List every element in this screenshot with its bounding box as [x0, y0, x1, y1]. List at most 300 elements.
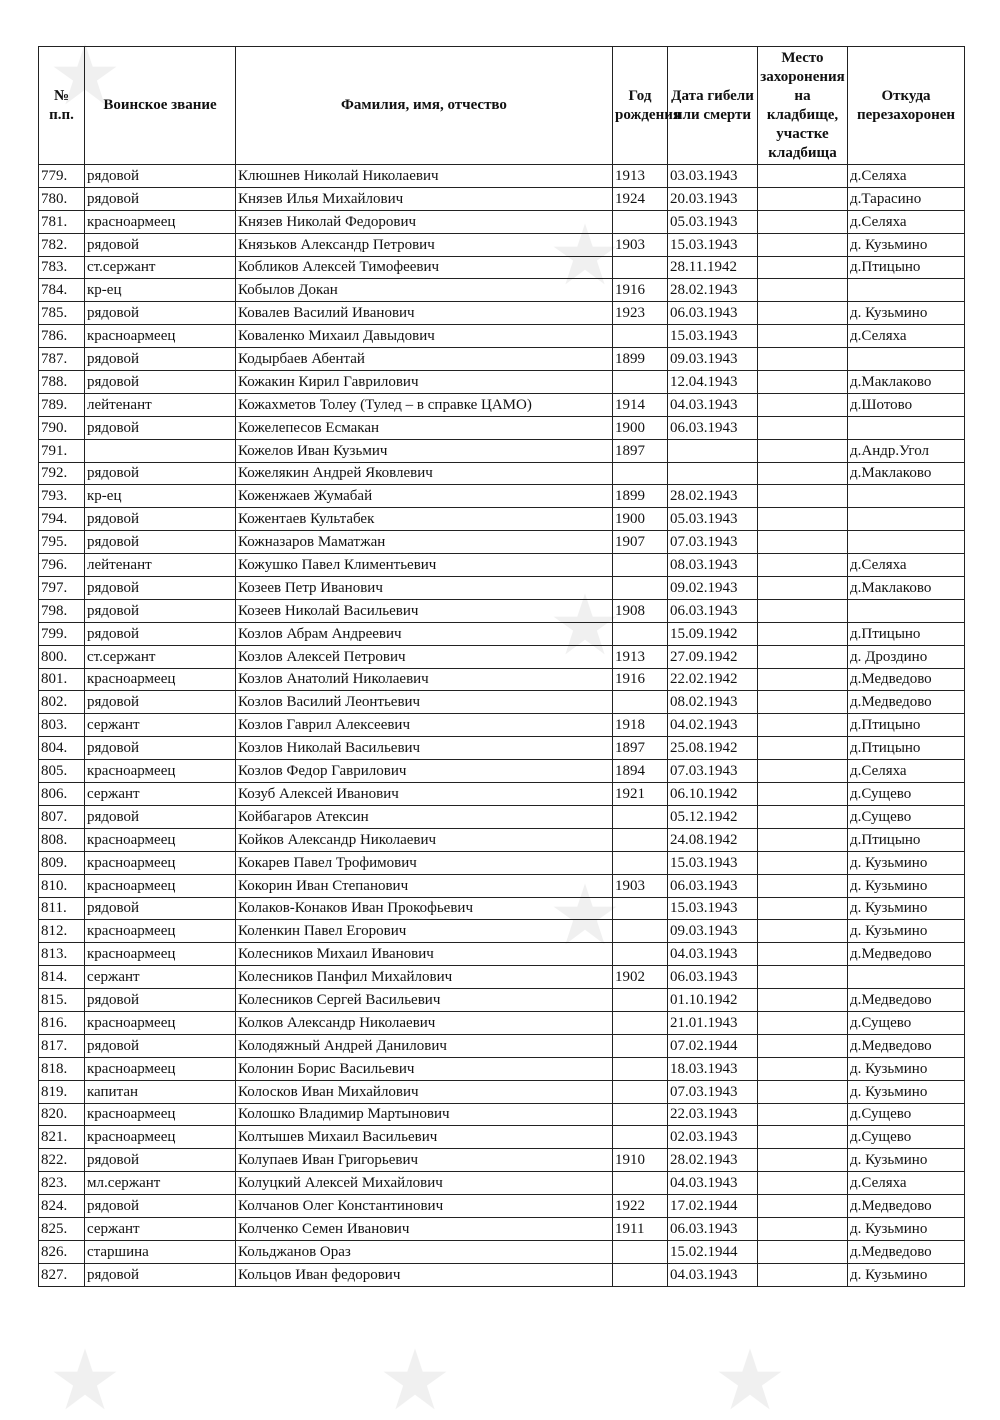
burial-place-cell	[758, 485, 848, 508]
burial-place-cell	[758, 577, 848, 600]
birth-year-cell: 1916	[613, 279, 668, 302]
death-date-cell: 04.03.1943	[668, 1263, 758, 1286]
rank-cell: красноармеец	[85, 828, 236, 851]
burial-place-cell	[758, 233, 848, 256]
row-number: 811.	[39, 897, 85, 920]
burial-place-cell	[758, 1080, 848, 1103]
death-date-cell: 28.02.1943	[668, 485, 758, 508]
table-row	[39, 508, 965, 531]
rank-cell: красноармеец	[85, 920, 236, 943]
origin-cell: д. Дроздино	[848, 645, 965, 668]
row-number: 806.	[39, 783, 85, 806]
rank-cell: рядовой	[85, 599, 236, 622]
death-date-cell: 04.02.1943	[668, 714, 758, 737]
row-number: 820.	[39, 1103, 85, 1126]
birth-year-cell: 1897	[613, 439, 668, 462]
birth-year-cell: 1902	[613, 966, 668, 989]
death-date-cell: 07.02.1944	[668, 1034, 758, 1057]
rank-cell: красноармеец	[85, 210, 236, 233]
birth-year-cell	[613, 577, 668, 600]
rank-cell: рядовой	[85, 989, 236, 1012]
rank-cell: рядовой	[85, 897, 236, 920]
origin-cell: д.Селяха	[848, 165, 965, 188]
table-body	[39, 165, 965, 1287]
birth-year-cell	[613, 691, 668, 714]
row-number: 822.	[39, 1149, 85, 1172]
birth-year-cell: 1918	[613, 714, 668, 737]
birth-year-cell	[613, 805, 668, 828]
table-row	[39, 256, 965, 279]
death-date-cell: 21.01.1943	[668, 1011, 758, 1034]
birth-year-cell: 1903	[613, 874, 668, 897]
birth-year-cell	[613, 622, 668, 645]
burial-place-cell	[758, 691, 848, 714]
table-row	[39, 805, 965, 828]
table-row	[39, 1217, 965, 1240]
row-number: 809.	[39, 851, 85, 874]
origin-cell: д. Кузьмино	[848, 1263, 965, 1286]
death-date-cell: 28.02.1943	[668, 279, 758, 302]
table-row	[39, 966, 965, 989]
row-number: 787.	[39, 348, 85, 371]
rank-cell: капитан	[85, 1080, 236, 1103]
table-row	[39, 1011, 965, 1034]
rank-cell: красноармеец	[85, 1103, 236, 1126]
table-row	[39, 416, 965, 439]
row-number: 781.	[39, 210, 85, 233]
origin-cell	[848, 348, 965, 371]
burial-place-cell	[758, 599, 848, 622]
rank-cell: красноармеец	[85, 874, 236, 897]
burial-place-cell	[758, 210, 848, 233]
birth-year-cell	[613, 462, 668, 485]
rank-cell: рядовой	[85, 1149, 236, 1172]
death-date-cell: 07.03.1943	[668, 531, 758, 554]
rank-cell: старшина	[85, 1240, 236, 1263]
death-date-cell: 06.03.1943	[668, 599, 758, 622]
burial-place-cell	[758, 897, 848, 920]
row-number: 796.	[39, 554, 85, 577]
burial-place-cell	[758, 920, 848, 943]
origin-cell: д. Кузьмино	[848, 1149, 965, 1172]
row-number: 782.	[39, 233, 85, 256]
origin-cell: д.Медведово	[848, 943, 965, 966]
table-row	[39, 645, 965, 668]
origin-cell: д.Сущево	[848, 1103, 965, 1126]
death-date-cell: 15.09.1942	[668, 622, 758, 645]
rank-cell: красноармеец	[85, 851, 236, 874]
row-number: 813.	[39, 943, 85, 966]
death-date-cell: 06.03.1943	[668, 416, 758, 439]
name-cell: Колесников Панфил Михайлович	[236, 966, 613, 989]
burial-place-cell	[758, 874, 848, 897]
name-cell: Кольцов Иван федорович	[236, 1263, 613, 1286]
star-watermark-icon	[710, 1345, 790, 1415]
rank-cell: рядовой	[85, 805, 236, 828]
table-row	[39, 737, 965, 760]
table-row	[39, 1103, 965, 1126]
name-cell: Кожушко Павел Климентьевич	[236, 554, 613, 577]
table-row	[39, 531, 965, 554]
rank-cell: ст.сержант	[85, 645, 236, 668]
death-date-cell: 15.03.1943	[668, 851, 758, 874]
name-cell: Кожахметов Толеу (Тулед – в справке ЦАМО)	[236, 393, 613, 416]
name-cell: Ковалев Василий Иванович	[236, 302, 613, 325]
origin-cell: д.Птицыно	[848, 714, 965, 737]
origin-cell: д.Медведово	[848, 691, 965, 714]
birth-year-cell: 1913	[613, 165, 668, 188]
row-number: 791.	[39, 439, 85, 462]
name-cell: Кобылов Докан	[236, 279, 613, 302]
table-row	[39, 783, 965, 806]
burial-place-cell	[758, 1126, 848, 1149]
name-cell: Колесников Михаил Иванович	[236, 943, 613, 966]
table-row	[39, 165, 965, 188]
table-row	[39, 1195, 965, 1218]
origin-cell: д.Птицыно	[848, 828, 965, 851]
burial-place-cell	[758, 302, 848, 325]
row-number: 803.	[39, 714, 85, 737]
name-cell: Колесников Сергей Васильевич	[236, 989, 613, 1012]
row-number: 823.	[39, 1172, 85, 1195]
name-cell: Койбагаров Атексин	[236, 805, 613, 828]
origin-cell: д. Кузьмино	[848, 851, 965, 874]
row-number: 779.	[39, 165, 85, 188]
birth-year-cell	[613, 897, 668, 920]
name-cell: Козлов Николай Васильевич	[236, 737, 613, 760]
origin-cell	[848, 279, 965, 302]
death-date-cell: 05.03.1943	[668, 210, 758, 233]
origin-cell: д.Птицыно	[848, 256, 965, 279]
burial-place-cell	[758, 1172, 848, 1195]
header-row	[39, 47, 965, 165]
table-row	[39, 233, 965, 256]
name-cell: Колченко Семен Иванович	[236, 1217, 613, 1240]
name-cell: Кожелов Иван Кузьмич	[236, 439, 613, 462]
birth-year-cell: 1899	[613, 348, 668, 371]
death-date-cell: 15.03.1943	[668, 897, 758, 920]
name-cell: Клюшнев Николай Николаевич	[236, 165, 613, 188]
rank-cell: красноармеец	[85, 668, 236, 691]
rank-cell: красноармеец	[85, 760, 236, 783]
origin-cell: д. Кузьмино	[848, 1217, 965, 1240]
row-number: 788.	[39, 371, 85, 394]
burial-place-cell	[758, 943, 848, 966]
table-row	[39, 279, 965, 302]
origin-cell	[848, 531, 965, 554]
name-cell: Колодяжный Андрей Данилович	[236, 1034, 613, 1057]
death-date-cell: 22.03.1943	[668, 1103, 758, 1126]
birth-year-cell: 1921	[613, 783, 668, 806]
row-number: 797.	[39, 577, 85, 600]
row-number: 790.	[39, 416, 85, 439]
burial-place-cell	[758, 828, 848, 851]
row-number: 815.	[39, 989, 85, 1012]
table-row	[39, 348, 965, 371]
burial-place-cell	[758, 1149, 848, 1172]
rank-cell: рядовой	[85, 233, 236, 256]
origin-cell: д.Селяха	[848, 554, 965, 577]
burial-place-cell	[758, 554, 848, 577]
death-date-cell: 24.08.1942	[668, 828, 758, 851]
birth-year-cell	[613, 1034, 668, 1057]
row-number: 784.	[39, 279, 85, 302]
row-number: 793.	[39, 485, 85, 508]
name-cell: Коваленко Михаил Давыдович	[236, 325, 613, 348]
rank-cell: рядовой	[85, 416, 236, 439]
burial-place-cell	[758, 416, 848, 439]
star-watermark-icon	[375, 1345, 455, 1415]
name-cell: Кокорин Иван Степанович	[236, 874, 613, 897]
rank-cell: кр-ец	[85, 485, 236, 508]
name-cell: Князьков Александр Петрович	[236, 233, 613, 256]
name-cell: Князев Илья Михайлович	[236, 187, 613, 210]
name-cell: Колошко Владимир Мартынович	[236, 1103, 613, 1126]
rank-cell: рядовой	[85, 691, 236, 714]
rank-cell: рядовой	[85, 165, 236, 188]
death-date-cell: 08.03.1943	[668, 554, 758, 577]
birth-year-cell: 1900	[613, 416, 668, 439]
name-cell: Койков Александр Николаевич	[236, 828, 613, 851]
burial-list-table	[38, 46, 965, 1287]
rank-cell: красноармеец	[85, 1057, 236, 1080]
rank-cell: рядовой	[85, 187, 236, 210]
row-number: 795.	[39, 531, 85, 554]
birth-year-cell: 1894	[613, 760, 668, 783]
rank-cell: красноармеец	[85, 1126, 236, 1149]
birth-year-cell: 1899	[613, 485, 668, 508]
row-number: 801.	[39, 668, 85, 691]
rank-cell: лейтенант	[85, 393, 236, 416]
birth-year-cell: 1916	[613, 668, 668, 691]
row-number: 821.	[39, 1126, 85, 1149]
header-birth-year: Год рождения	[613, 47, 668, 165]
table-row	[39, 622, 965, 645]
table-row	[39, 828, 965, 851]
origin-cell	[848, 416, 965, 439]
row-number: 810.	[39, 874, 85, 897]
origin-cell: д. Кузьмино	[848, 874, 965, 897]
origin-cell: д.Тарасино	[848, 187, 965, 210]
origin-cell: д.Селяха	[848, 760, 965, 783]
row-number: 817.	[39, 1034, 85, 1057]
burial-place-cell	[758, 851, 848, 874]
origin-cell: д.Сущево	[848, 805, 965, 828]
burial-place-cell	[758, 1057, 848, 1080]
death-date-cell: 04.03.1943	[668, 943, 758, 966]
burial-place-cell	[758, 805, 848, 828]
origin-cell	[848, 966, 965, 989]
origin-cell: д.Маклаково	[848, 577, 965, 600]
row-number: 798.	[39, 599, 85, 622]
burial-place-cell	[758, 1263, 848, 1286]
row-number: 826.	[39, 1240, 85, 1263]
birth-year-cell: 1910	[613, 1149, 668, 1172]
birth-year-cell	[613, 989, 668, 1012]
table-row	[39, 1263, 965, 1286]
row-number: 818.	[39, 1057, 85, 1080]
table-row	[39, 325, 965, 348]
row-number: 780.	[39, 187, 85, 210]
origin-cell: д.Селяха	[848, 1172, 965, 1195]
header-death-date: Дата гибели или смерти	[668, 47, 758, 165]
burial-place-cell	[758, 439, 848, 462]
burial-place-cell	[758, 714, 848, 737]
birth-year-cell: 1911	[613, 1217, 668, 1240]
burial-place-cell	[758, 256, 848, 279]
row-number: 812.	[39, 920, 85, 943]
header-rank: Воинское звание	[85, 47, 236, 165]
death-date-cell: 20.03.1943	[668, 187, 758, 210]
row-number: 819.	[39, 1080, 85, 1103]
name-cell: Козлов Василий Леонтьевич	[236, 691, 613, 714]
row-number: 816.	[39, 1011, 85, 1034]
rank-cell: кр-ец	[85, 279, 236, 302]
name-cell: Кожентаев Культабек	[236, 508, 613, 531]
name-cell: Кожназаров Маматжан	[236, 531, 613, 554]
table-row	[39, 714, 965, 737]
death-date-cell: 28.02.1943	[668, 1149, 758, 1172]
rank-cell: рядовой	[85, 462, 236, 485]
burial-place-cell	[758, 1195, 848, 1218]
name-cell: Кольджанов Ораз	[236, 1240, 613, 1263]
name-cell: Кожелепесов Есмакан	[236, 416, 613, 439]
birth-year-cell: 1908	[613, 599, 668, 622]
name-cell: Колупаев Иван Григорьевич	[236, 1149, 613, 1172]
table-row	[39, 577, 965, 600]
rank-cell: рядовой	[85, 371, 236, 394]
burial-place-cell	[758, 508, 848, 531]
death-date-cell: 07.03.1943	[668, 1080, 758, 1103]
death-date-cell: 06.03.1943	[668, 1217, 758, 1240]
death-date-cell: 08.02.1943	[668, 691, 758, 714]
row-number: 804.	[39, 737, 85, 760]
name-cell: Козеев Петр Иванович	[236, 577, 613, 600]
burial-place-cell	[758, 531, 848, 554]
origin-cell: д.Сущево	[848, 1011, 965, 1034]
death-date-cell: 07.03.1943	[668, 760, 758, 783]
table-row	[39, 943, 965, 966]
death-date-cell: 04.03.1943	[668, 1172, 758, 1195]
table-row	[39, 668, 965, 691]
row-number: 807.	[39, 805, 85, 828]
name-cell: Кожакин Кирил Гаврилович	[236, 371, 613, 394]
rank-cell: рядовой	[85, 348, 236, 371]
row-number: 825.	[39, 1217, 85, 1240]
death-date-cell: 17.02.1944	[668, 1195, 758, 1218]
header-num: № п.п.	[39, 47, 85, 165]
table-row	[39, 393, 965, 416]
birth-year-cell: 1922	[613, 1195, 668, 1218]
death-date-cell: 25.08.1942	[668, 737, 758, 760]
death-date-cell: 27.09.1942	[668, 645, 758, 668]
name-cell: Козеев Николай Васильевич	[236, 599, 613, 622]
death-date-cell: 22.02.1942	[668, 668, 758, 691]
row-number: 785.	[39, 302, 85, 325]
origin-cell: д.Шотово	[848, 393, 965, 416]
name-cell: Колтышев Михаил Васильевич	[236, 1126, 613, 1149]
table-row	[39, 599, 965, 622]
table-row	[39, 371, 965, 394]
birth-year-cell	[613, 554, 668, 577]
name-cell: Козлов Анатолий Николаевич	[236, 668, 613, 691]
table-header	[39, 47, 965, 165]
birth-year-cell: 1914	[613, 393, 668, 416]
rank-cell: рядовой	[85, 1195, 236, 1218]
burial-place-cell	[758, 1034, 848, 1057]
rank-cell: мл.сержант	[85, 1172, 236, 1195]
origin-cell: д.Медведово	[848, 1195, 965, 1218]
star-watermark-icon	[45, 1345, 125, 1415]
table-row	[39, 897, 965, 920]
name-cell: Кодырбаев Абентай	[236, 348, 613, 371]
death-date-cell: 05.03.1943	[668, 508, 758, 531]
birth-year-cell: 1897	[613, 737, 668, 760]
table-row	[39, 485, 965, 508]
death-date-cell: 09.03.1943	[668, 920, 758, 943]
name-cell: Колонин Борис Васильевич	[236, 1057, 613, 1080]
origin-cell: д.Сущево	[848, 783, 965, 806]
burial-place-cell	[758, 462, 848, 485]
rank-cell: сержант	[85, 714, 236, 737]
rank-cell: рядовой	[85, 302, 236, 325]
origin-cell: д.Птицыно	[848, 622, 965, 645]
death-date-cell: 03.03.1943	[668, 165, 758, 188]
table-row	[39, 1172, 965, 1195]
origin-cell: д.Селяха	[848, 325, 965, 348]
burial-place-cell	[758, 989, 848, 1012]
birth-year-cell	[613, 1057, 668, 1080]
birth-year-cell: 1903	[613, 233, 668, 256]
burial-place-cell	[758, 668, 848, 691]
rank-cell: сержант	[85, 783, 236, 806]
burial-place-cell	[758, 622, 848, 645]
burial-place-cell	[758, 1217, 848, 1240]
table-row	[39, 462, 965, 485]
table-row	[39, 210, 965, 233]
table-row	[39, 554, 965, 577]
burial-place-cell	[758, 1011, 848, 1034]
burial-place-cell	[758, 348, 848, 371]
birth-year-cell	[613, 1172, 668, 1195]
birth-year-cell	[613, 325, 668, 348]
origin-cell: д. Кузьмино	[848, 920, 965, 943]
birth-year-cell: 1923	[613, 302, 668, 325]
death-date-cell: 18.03.1943	[668, 1057, 758, 1080]
origin-cell: д.Медведово	[848, 1240, 965, 1263]
rank-cell	[85, 439, 236, 462]
death-date-cell: 06.03.1943	[668, 874, 758, 897]
rank-cell: рядовой	[85, 1034, 236, 1057]
name-cell: Кобликов Алексей Тимофеевич	[236, 256, 613, 279]
row-number: 794.	[39, 508, 85, 531]
table-row	[39, 1240, 965, 1263]
row-number: 789.	[39, 393, 85, 416]
table-row	[39, 989, 965, 1012]
burial-place-cell	[758, 966, 848, 989]
burial-place-cell	[758, 737, 848, 760]
name-cell: Колчанов Олег Константинович	[236, 1195, 613, 1218]
rank-cell: ст.сержант	[85, 256, 236, 279]
table-row	[39, 1126, 965, 1149]
rank-cell: красноармеец	[85, 325, 236, 348]
table-row	[39, 302, 965, 325]
rank-cell: сержант	[85, 1217, 236, 1240]
table-row	[39, 691, 965, 714]
row-number: 792.	[39, 462, 85, 485]
rank-cell: рядовой	[85, 1263, 236, 1286]
burial-place-cell	[758, 279, 848, 302]
